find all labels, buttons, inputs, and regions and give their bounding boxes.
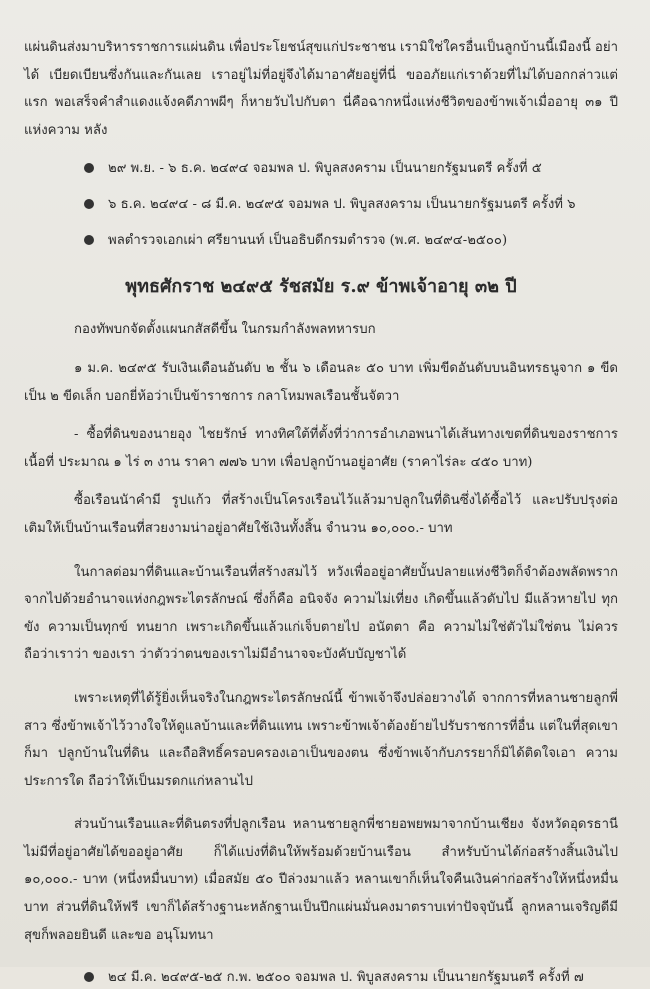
timeline-list-top	[84, 158, 618, 252]
intro-line: แผ่นดินส่งมาบริหารราชการแผ่นดิน เพื่อประโยชน์สุขแก่ประชาชน เรามิใช่ใครอื่นเป็นลูกบ้านนี้เมืองนี้ อย่าได้	[24, 40, 618, 83]
body-paragraph: กองทัพบกจัดตั้งแผนกสัสดีขึ้น ในกรมกำลังพลทหารบก	[74, 322, 376, 338]
timeline-item-text: พลตำรวจเอกเผ่า ศรียานนท์ เป็นอธิบดีกรมตำรวจ (พ.ศ. ๒๔๙๔-๒๕๐๐)	[108, 233, 508, 249]
section-heading: พุทธศักราช ๒๔๙๕ รัชสมัย ร.๙ ข้าพเจ้าอายุ ๓๒ ปี	[125, 276, 517, 298]
intro-line: เบียดเบียนซึ่งกันและกันเลย เราอยู่ไม่ที่อยู่จึงได้มาอาศัยอยู่ที่นี่ ขออภัยแก่เราด้วยที่ไม่ได้บอกกล่าวแต่แรก	[24, 67, 618, 111]
bullet-dot-icon	[84, 235, 94, 245]
intro-line: หลัง	[84, 122, 108, 138]
body-paragraph: - ซื้อที่ดินของนายอุง ไชยรักษ์ ทางทิศใต้ที่ตั้งที่ว่าการอำเภอพนาได้เส้นทางเขตที่ดินของราชการ เนื้อที่ ประมาณ ๑ ไร่ ๓ งาน ราคา ๗๗๖ บาท เพื่อปลูกบ้านอยู่อาศัย (ราคาไร่ละ ๔๕๐ บาท)	[24, 427, 618, 470]
body-paragraph: ซื้อเรือนนัาคำมี รูปแก้ว ที่สร้างเป็นโครงเรือนไว้แล้วมาปลูกในที่ดินซึ่งได้ซื้อไว้ และปรับปรุงต่อ เติมให้เป็นบ้านเรือนที่สวยงามน่าอยู่อาศัยใช้เงินทั้งสิ้น จำนวน ๑๐,๐๐๐.- บาท	[24, 493, 618, 536]
bullet-dot-icon	[84, 163, 94, 173]
timeline-item	[84, 194, 618, 216]
body-paragraph: ในกาลต่อมาที่ดินและบ้านเรือนที่สร้างสมไว้ หวังเพื่ออยู่อาศัยบั้นปลายแห่งชีวิตก็จำต้องพลัดพราก จากไปด้วยอำนาจแห่งกฎพระไตรลักษณ์ ซึ่งก็คือ อนิจจัง ความไม่เที่ยง เกิดขึ้นแล้วดับไป มีแล้วหายไป ทุกขัง ความเป็นทุกข์ ทนยาก เพราะเกิดขึ้นแล้วแก่เจ็บตายไป อนัตตา คือ ความไม่ใช่ตัวไม่ใช่ตน ไม่ควรถือว่าเราว่า ของเรา ว่าตัวว่าตนของเราไม่มีอำนาจจะบังคับบัญชาได้	[24, 564, 618, 663]
timeline-item-text: ๒๙ พ.ย. - ๖ ธ.ค. ๒๔๙๔ จอมพล ป. พิบูลสงคราม เป็นนายกรัฐมนตรี ครั้งที่ ๕	[108, 161, 542, 177]
timeline-item	[84, 967, 618, 989]
bullet-dot-icon	[84, 199, 94, 209]
timeline-item	[84, 230, 618, 252]
timeline-list-bottom	[84, 967, 618, 989]
timeline-item-text: ๖ ธ.ค. ๒๔๙๔ - ๘ มี.ค. ๒๔๙๕ จอมพล ป. พิบูลสงคราม เป็นนายกรัฐมนตรี ครั้งที่ ๖	[108, 197, 576, 213]
intro-line: พอเสร็จคำสำแดงแจ้งคดีภาพผีๆ ก็หายวับไปกับตา นี่คือฉากหนึ่งแห่งชีวิตของข้าพเจ้าเมื่ออายุ ๓๑ ปีแห่งความ	[24, 95, 618, 138]
body-paragraph: ๑ ม.ค. ๒๔๙๕ รับเงินเดือนอันดับ ๒ ชั้น ๖ เดือนละ ๕๐ บาท เพิ่มขีดอันดับบนอินทรธนูจาก ๑ ขีด เป็น ๒ ขีดเล็ก บอกยี่ห้อว่าเป็นข้าราชการ กลาโหมพลเรือนชั้นจัตวา	[24, 360, 618, 404]
timeline-item	[84, 158, 618, 180]
intro-paragraph	[24, 34, 618, 144]
body-paragraph: เพราะเหตุที่ได้รู้ยิ่งเห็นจริงในกฎพระไตรลักษณ์นี้ ข้าพเจ้าจึงปล่อยวางได้ จากการที่หลานชายลูกพี่ สาว ซึ่งข้าพเจ้าไว้วางใจให้ดูแลบ้านและที่ดินแทน เพราะข้าพเจ้าต้องย้ายไปรับราชการที่อื่น แต่ในที่สุดเขาก็มา ปลูกบ้านในที่ดิน และถือสิทธิ์ครอบครองเอาเป็นของตน ซึ่งข้าพเจ้ากับภรรยาก็มิได้ติดใจเอา ความประการใด ถือว่าให้เป็นมรดกแก่หลานไป	[24, 690, 618, 789]
body-paragraph: ส่วนบ้านเรือนและที่ดินตรงที่ปลูกเรือน หลานชายลูกพี่ชายอพยพมาจากบ้านเชียง จังหวัดอุดรธานี ไม่มีที่อยู่อาศัยได้ขออยู่อาศัย ก็ได้แบ่งที่ดินให้พร้อมด้วยบ้านเรือน สำหรับบ้านได้ก่อสร้างสิ้นเงินไป ๑๐,๐๐๐.- บาท (หนึ่งหมื่นบาท) เมื่อสมัย ๕๐ ปีล่วงมาแล้ว หลานเขาก็เห็นใจคืนเงินค่าก่อสร้างให้หนึ่งหมื่นบาท ส่วนที่ดินให้ฟรี เขาก็ได้สร้างฐานะหลักฐานเป็นปึกแผ่นมั่นคงมาตราบเท่าปัจจุบันนี้ ลูกหลานเจริญดีมีสุขก็พลอยยินดี และขอ อนุโมทนา	[24, 817, 618, 943]
timeline-item-text: ๒๔ มี.ค. ๒๔๙๕-๒๕ ก.พ. ๒๕๐๐ จอมพล ป. พิบูลสงคราม เป็นนายกรัฐมนตรี ครั้งที่ ๗	[108, 970, 584, 986]
bullet-dot-icon	[84, 972, 94, 982]
